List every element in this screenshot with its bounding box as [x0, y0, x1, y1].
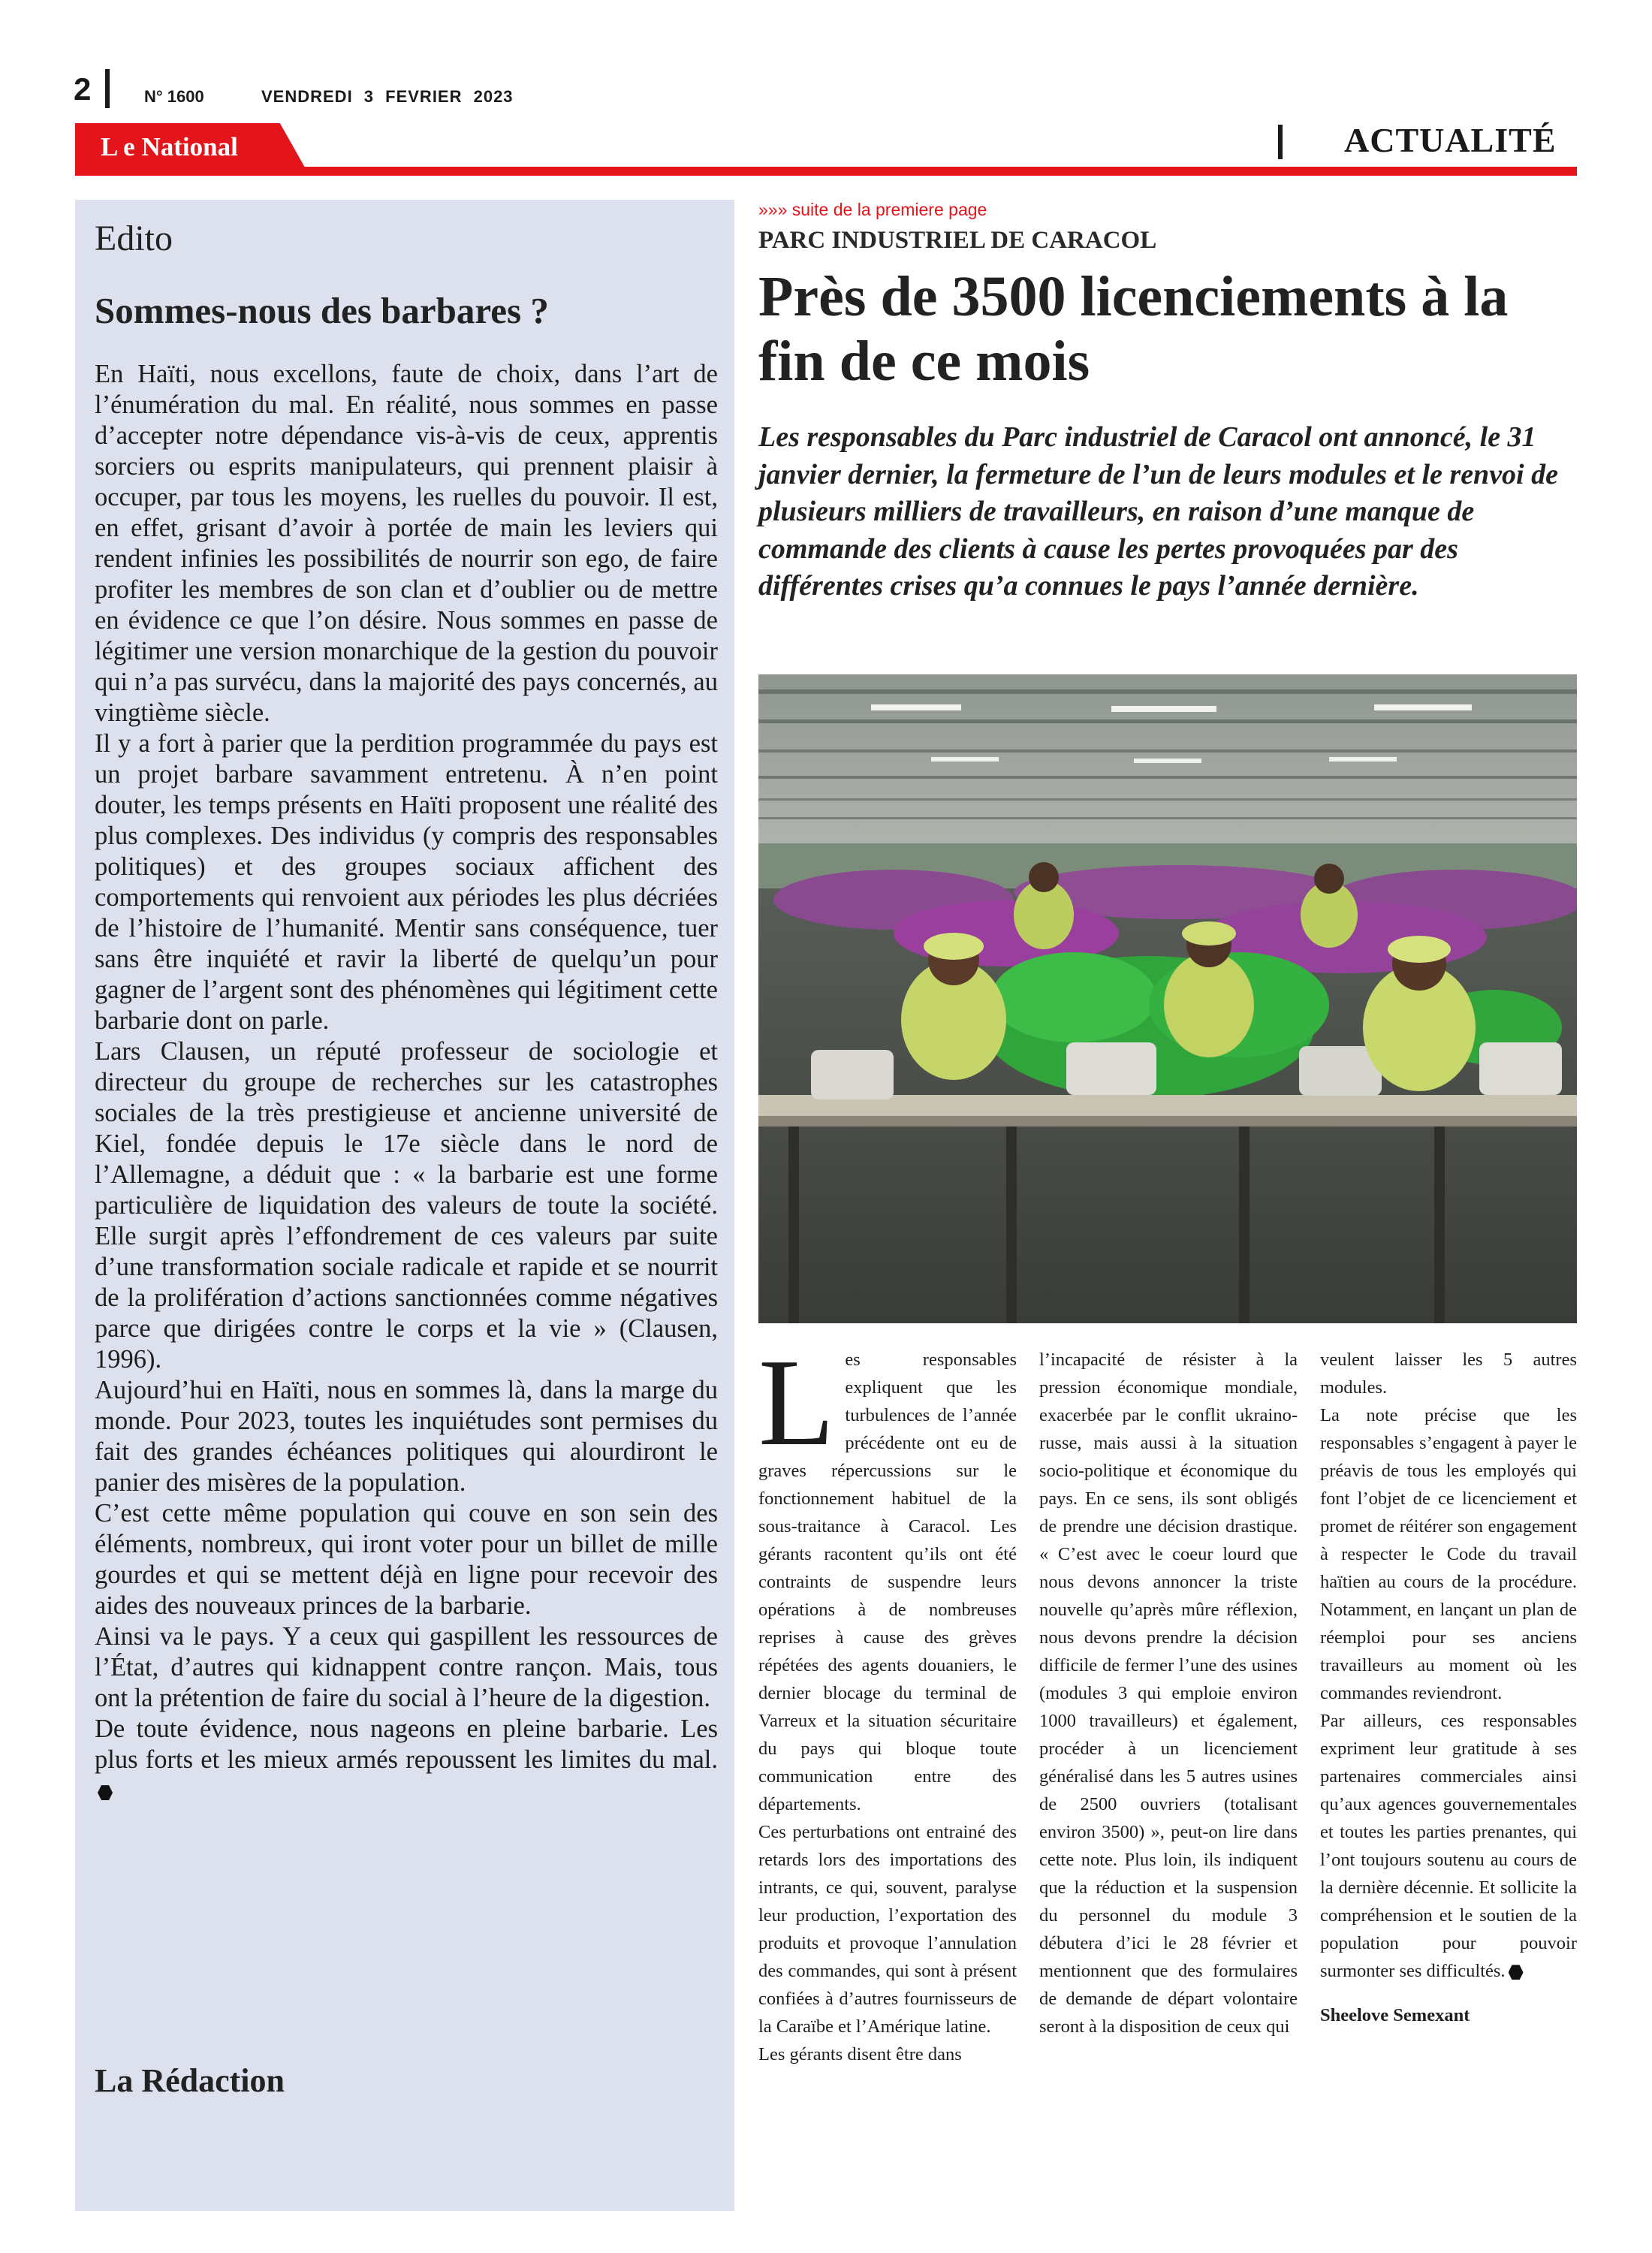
edito-paragraph: En Haïti, nous excellons, faute de choix, dans l’art de l’énumération du mal. En réalité, nous sommes en passe d’accepter notre dépendance vis-à-vis de ceux, apprentis sorciers ou esprits manipulateurs, qui prennent plaisir à occuper, par tous les moyens, les ruelles du pouvoir. Il est, en effet, grisant d’avoir à portée de main les leviers qui rendent infinies les possibilités de nourrir son ego, de faire profiter les membres de son clan et d’oublier ou de mettre en évidence ce que l’on désire. Nous sommes en passe de légitimer une version monarchique de la gestion du pouvoir qui n’a pas survécu, dans la majorité des pays concernés, au vingtième siècle.	[95, 360, 718, 727]
end-mark-icon	[98, 1785, 113, 1800]
edito-title: Sommes-nous des barbares ?	[95, 290, 549, 331]
edito-paragraph: C’est cette même population qui couve en son sein des éléments, nombreux, qui iront voter pour un billet de mille gourdes et qui se mettent déjà en ligne pour recevoir des aides des nouveaux princes de la barbarie.	[95, 1499, 718, 1620]
edito-body	[95, 359, 718, 1806]
article-column-2	[1039, 1346, 1298, 2040]
edito-paragraph: Ainsi va le pays. Y a ceux qui gaspillent les ressources de l’État, d’autres qui kidnappent contre rançon. Mais, tous ont la prétention de faire du social à l’heure de la digestion.	[95, 1622, 718, 1712]
article-paragraph: veulent laisser les 5 autres modules.	[1320, 1350, 1577, 1398]
edito-paragraph-text: De toute évidence, nous nageons en pleine barbarie. Les plus forts et les mieux armés repoussent les limites du mal.	[95, 1715, 718, 1774]
issue-number: N° 1600	[144, 87, 204, 106]
article-paragraph: La note précise que les responsables s’engagent à payer le préavis de tous les employés qui font l’objet de ce licenciement et promet de réitérer son engagement à respecter le Code du travail haïtien au cours de la procédure. Notamment, en lançant un plan de réemploi pour ses anciens travailleurs au moment où les commandes reviendront.	[1320, 1405, 1577, 1703]
article-kicker: PARC INDUSTRIEL DE CARACOL	[758, 227, 1157, 254]
section-name: ACTUALITÉ	[1344, 121, 1557, 159]
article-headline: Près de 3500 licenciements à la fin de ce mois	[758, 265, 1509, 393]
article-paragraph	[758, 1333, 1017, 1818]
article-byline: Sheelove Semexant	[1320, 2005, 1470, 2025]
end-mark-icon	[1509, 1965, 1524, 1980]
article-paragraph	[1320, 1707, 1577, 1985]
edito-paragraph: Il y a fort à parier que la perdition programmée du pays est un projet barbare savamment entretenu. À n’en point douter, les temps présents en Haïti proposent une réalité des plus complexes. Des individus (y compris des responsables politiques) et des groupes sociaux affichent des comportements qui renvoient aux périodes les plus décriées de l’histoire de l’humanité. Mentir sans conséquence, tuer sans être inquiété et ravir la liberté de quelqu’un pour gagner de l’argent sont des phénomènes qui légitiment cette barbarie dont on parle.	[95, 729, 718, 1035]
article-paragraph: Les gérants disent être dans	[758, 2044, 962, 2064]
article-paragraph: l’incapacité de résister à la pression économique mondiale, exacerbée par le conflit ukraino-russe, mais aussi à la situation socio-politique et économique du pays. En ce sens, ils sont obligés de prendre une décision drastique. « C’est avec le coeur lourd que nous devons annoncer la triste nouvelle qu’après mûre réflexion, nous devons prendre la décision difficile de fermer l’une des usines (modules 3 qui emploie environ 1000 travailleurs) et également, procéder à un licenciement généralisé dans les 5 autres usines de 2500 ouvriers (totalisant environ 3500) », peut-on lire dans cette note. Plus loin, ils indiquent que la réduction et la suspension du personnel du module 3 débutera d’ici le 28 février et mentionnent que des formulaires de demande de départ volontaire seront à la disposition de ceux qui	[1039, 1350, 1298, 2037]
edito-signature: La Rédaction	[95, 2062, 285, 2099]
issue-date: VENDREDI 3 FEVRIER 2023	[261, 87, 514, 106]
article-column-3	[1320, 1346, 1577, 2029]
article-lede: Les responsables du Parc industriel de Caracol ont annoncé, le 31 janvier dernier, la fermeture de l’un de leurs modules et le renvoi de plusieurs milliers de travailleurs, en raison d’une manque de commande des clients à cause les pertes provoquées par des différentes crises qu’a connues le pays l’année dernière.	[758, 421, 1558, 602]
edito-paragraph	[95, 1714, 718, 1806]
article-paragraph-text: Par ailleurs, ces responsables expriment leur gratitude à ses partenaires commerciales ainsi qu’aux agences gouvernementales et toutes les parties prenantes, qui l’ont toujours soutenu au cours de la dernière décennie. Et sollicite la compréhension et le soutien de la population pour pouvoir surmonter ses difficultés.	[1320, 1711, 1577, 1981]
garment-factory-photo	[758, 674, 1577, 1323]
section-divider	[1278, 125, 1283, 159]
page-number: 2	[74, 71, 92, 107]
article-paragraph-text: es responsables expliquent que les turbulences de l’année précédente ont eu de graves répercussions sur le fonctionnement habituel de la sous-traitance à Caracol. Les gérants racontent qu’ils ont été contraints de suspendre leurs opérations à de nombreuses reprises à cause des grèves répétées des agents douaniers, le dernier blocage du terminal de Varreux et la situation sécuritaire du pays qui bloque toute communication entre des départements.	[758, 1350, 1017, 1814]
continuation-note: »»» suite de la premiere page	[758, 200, 987, 219]
drop-cap: L	[758, 1333, 835, 1471]
article-column-1	[758, 1333, 1017, 2068]
page-number-divider	[105, 69, 110, 108]
edito-paragraph: Aujourd’hui en Haïti, nous en sommes là, dans la marge du monde. Pour 2023, toutes les inquiétudes sont permises du fait des grandes échéances politiques qui alourdiront le panier des misères de la population.	[95, 1376, 718, 1497]
edito-label: Edito	[95, 219, 173, 258]
article-paragraph: Ces perturbations ont entrainé des retards lors des importations des intrants, ce qui, souvent, paralyse leur production, l’exportation des produits et provoque l’annulation des commandes, qui sont à présent confiées à d’autres fournisseurs de la Caraïbe et l’Amérique latine.	[758, 1822, 1017, 2037]
edito-paragraph: Lars Clausen, un réputé professeur de sociologie et directeur du groupe de recherches sur les catastrophes sociales de la très prestigieuse et ancienne université de Kiel, fondée depuis le 17e siècle dans le nord de l’Allemagne, a déduit que : « la barbarie est une forme particulière de liquidation des valeurs de toute la société. Elle surgit après l’effondrement de ces valeurs par suite d’une transformation sociale radicale et rapide et se nourrit de la prolifération d’actions sanctionnées comme négatives parce que dirigées contre le corps et la vie » (Clausen, 1996).	[95, 1037, 718, 1374]
brand-name: L e National	[101, 132, 238, 161]
